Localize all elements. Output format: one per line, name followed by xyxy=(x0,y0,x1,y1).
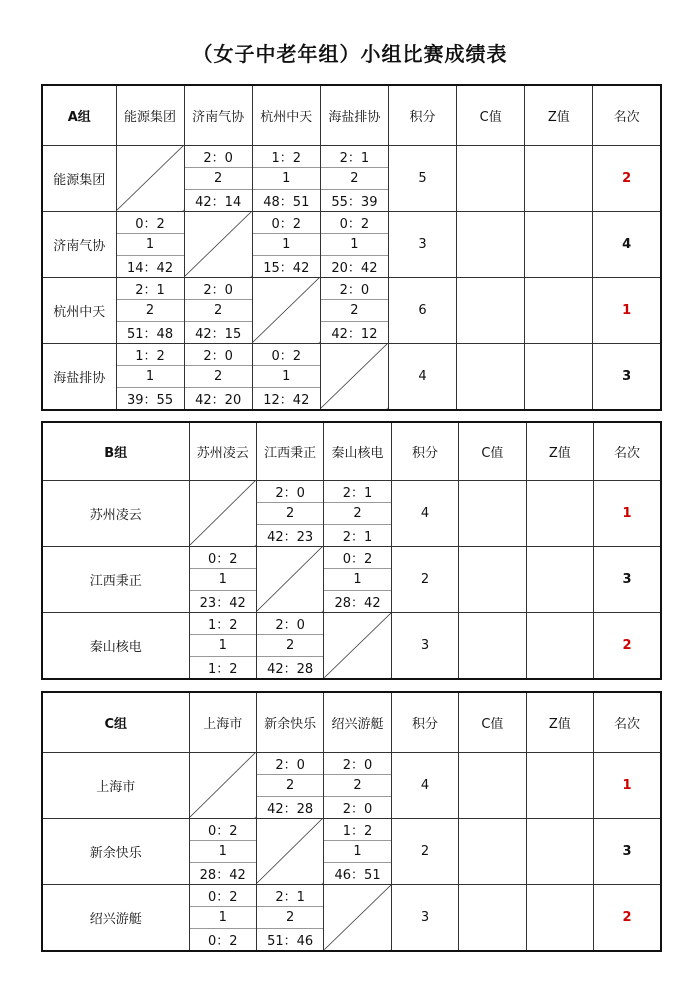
match-result xyxy=(190,885,256,950)
z-value xyxy=(526,612,593,679)
point-score: 51：46 xyxy=(267,933,314,949)
set-score: 1：2 xyxy=(253,146,320,168)
rank-value: 2 xyxy=(593,145,661,211)
c-value xyxy=(459,752,526,818)
rank-value: 3 xyxy=(594,546,661,612)
set-score: 2：0 xyxy=(257,613,323,635)
diagonal-cell xyxy=(252,277,320,343)
diagonal-cell xyxy=(189,752,256,818)
set-score: 0：2 xyxy=(321,212,388,234)
match-result-cell xyxy=(324,546,391,612)
set-score: 0：2 xyxy=(190,885,256,907)
match-result xyxy=(185,278,252,343)
match-result xyxy=(324,819,390,884)
header-row xyxy=(42,422,661,480)
match-points: 1 xyxy=(253,366,320,388)
match-points: 1 xyxy=(190,569,256,591)
diagonal-cell xyxy=(189,480,256,546)
match-points: 2 xyxy=(185,300,252,322)
team-row xyxy=(42,277,661,343)
match-points: 2 xyxy=(185,366,252,388)
row-team-name: 秦山核电 xyxy=(42,612,189,679)
point-score: 42：14 xyxy=(195,194,242,210)
column-team-name: 苏州凌云 xyxy=(189,422,256,480)
column-team-name: 绍兴游艇 xyxy=(324,692,391,752)
row-team-name: 绍兴游艇 xyxy=(42,884,189,951)
c-value xyxy=(457,211,525,277)
point-score: 55：39 xyxy=(331,194,378,210)
column-team-name: 海盐排协 xyxy=(320,85,388,145)
row-team-name: 江西秉正 xyxy=(42,546,189,612)
points-value: 4 xyxy=(389,343,457,410)
team-row xyxy=(42,884,661,951)
points-value: 3 xyxy=(391,612,458,679)
set-score: 1：2 xyxy=(324,819,390,841)
point-score: 14：42 xyxy=(127,260,174,276)
match-result xyxy=(185,344,252,409)
match-result-cell xyxy=(324,752,391,818)
match-result xyxy=(321,212,388,277)
match-result xyxy=(324,753,390,818)
points-value: 2 xyxy=(391,546,458,612)
c-value xyxy=(459,818,526,884)
match-result xyxy=(257,613,323,678)
match-result xyxy=(190,613,256,678)
column-team-name: 上海市 xyxy=(189,692,256,752)
match-result xyxy=(253,344,320,409)
match-result-cell xyxy=(116,211,184,277)
match-result-cell xyxy=(324,818,391,884)
points-value: 5 xyxy=(389,145,457,211)
points-header: 积分 xyxy=(391,692,458,752)
set-score: 2：0 xyxy=(185,146,252,168)
match-result xyxy=(324,547,390,612)
set-score: 1：2 xyxy=(190,613,256,635)
match-result-cell xyxy=(324,480,391,546)
point-score: 46：51 xyxy=(334,867,381,883)
rank-header: 名次 xyxy=(593,85,661,145)
match-result-cell xyxy=(252,211,320,277)
match-points: 1 xyxy=(321,234,388,256)
point-score: 12：42 xyxy=(263,392,310,408)
match-result-cell xyxy=(256,752,323,818)
diagonal-cell xyxy=(256,818,323,884)
z-value-header: Z值 xyxy=(525,85,593,145)
rank-value: 3 xyxy=(593,343,661,410)
point-score: 20：42 xyxy=(331,260,378,276)
z-value xyxy=(526,752,593,818)
match-points: 1 xyxy=(190,635,256,657)
point-score: 28：42 xyxy=(199,867,246,883)
z-value xyxy=(526,818,593,884)
team-row xyxy=(42,546,661,612)
column-team-name: 新余快乐 xyxy=(256,692,323,752)
diagonal-cell xyxy=(116,145,184,211)
match-result-cell xyxy=(189,818,256,884)
set-score: 2：1 xyxy=(324,481,390,503)
match-result xyxy=(117,344,184,409)
match-result-cell xyxy=(320,277,388,343)
match-result xyxy=(324,481,390,546)
match-points: 1 xyxy=(324,841,390,863)
team-row xyxy=(42,752,661,818)
set-score: 0：2 xyxy=(324,547,390,569)
match-result xyxy=(257,885,323,950)
match-points: 1 xyxy=(253,168,320,190)
match-result-cell xyxy=(184,277,252,343)
set-score: 2：1 xyxy=(257,885,323,907)
match-result-cell xyxy=(189,546,256,612)
rank-value: 1 xyxy=(594,752,661,818)
row-team-name: 能源集团 xyxy=(42,145,116,211)
points-value: 3 xyxy=(389,211,457,277)
set-score: 0：2 xyxy=(117,212,184,234)
group-table-3 xyxy=(41,691,662,952)
team-row xyxy=(42,211,661,277)
point-score: 39：55 xyxy=(127,392,174,408)
column-team-name: 杭州中天 xyxy=(252,85,320,145)
point-score: 42：23 xyxy=(267,529,314,545)
points-value: 2 xyxy=(391,818,458,884)
match-points: 1 xyxy=(117,234,184,256)
match-points: 1 xyxy=(190,841,256,863)
rank-header: 名次 xyxy=(594,692,661,752)
match-result xyxy=(321,278,388,343)
team-row xyxy=(42,612,661,679)
point-score: 0：2 xyxy=(207,933,238,949)
group-name: B组 xyxy=(42,422,189,480)
point-score: 42：28 xyxy=(267,801,314,817)
row-team-name: 新余快乐 xyxy=(42,818,189,884)
point-score: 42：28 xyxy=(267,661,314,677)
match-result xyxy=(257,481,323,546)
rank-value: 3 xyxy=(594,818,661,884)
match-points: 2 xyxy=(321,300,388,322)
match-points: 2 xyxy=(257,635,323,657)
c-value xyxy=(457,145,525,211)
z-value-header: Z值 xyxy=(526,692,593,752)
diagonal-cell xyxy=(184,211,252,277)
point-score: 23：42 xyxy=(199,595,246,611)
z-value xyxy=(525,277,593,343)
match-points: 1 xyxy=(324,569,390,591)
team-row xyxy=(42,145,661,211)
set-score: 2：0 xyxy=(257,753,323,775)
column-team-name: 秦山核电 xyxy=(324,422,391,480)
point-score: 2：0 xyxy=(342,801,373,817)
c-value-header: C值 xyxy=(459,422,526,480)
rank-value: 1 xyxy=(594,480,661,546)
point-score: 42：12 xyxy=(331,326,378,342)
set-score: 1：2 xyxy=(117,344,184,366)
c-value xyxy=(459,480,526,546)
group-name: C组 xyxy=(42,692,189,752)
row-team-name: 海盐排协 xyxy=(42,343,116,410)
column-team-name: 能源集团 xyxy=(116,85,184,145)
match-result-cell xyxy=(184,343,252,410)
point-score: 15：42 xyxy=(263,260,310,276)
points-value: 6 xyxy=(389,277,457,343)
match-result-cell xyxy=(256,480,323,546)
team-row xyxy=(42,343,661,410)
match-result-cell xyxy=(256,612,323,679)
z-value xyxy=(525,343,593,410)
match-result-cell xyxy=(256,884,323,951)
points-value: 4 xyxy=(391,752,458,818)
page-title: （女子中老年组）小组比赛成绩表 xyxy=(192,42,508,66)
team-row xyxy=(42,480,661,546)
set-score: 0：2 xyxy=(190,547,256,569)
match-points: 2 xyxy=(257,775,323,797)
match-points: 2 xyxy=(324,775,390,797)
row-team-name: 上海市 xyxy=(42,752,189,818)
match-result xyxy=(257,753,323,818)
match-points: 2 xyxy=(257,503,323,525)
group-table-1 xyxy=(41,84,662,411)
rank-value: 2 xyxy=(594,612,661,679)
header-row xyxy=(42,85,661,145)
set-score: 2：0 xyxy=(324,753,390,775)
match-result-cell xyxy=(189,612,256,679)
match-points: 2 xyxy=(117,300,184,322)
point-score: 28：42 xyxy=(334,595,381,611)
match-result xyxy=(253,212,320,277)
point-score: 42：20 xyxy=(195,392,242,408)
c-value-header: C值 xyxy=(459,692,526,752)
match-result-cell xyxy=(252,343,320,410)
match-points: 2 xyxy=(257,907,323,929)
match-points: 2 xyxy=(185,168,252,190)
column-team-name: 江西秉正 xyxy=(256,422,323,480)
group-table-2 xyxy=(41,421,662,680)
z-value xyxy=(525,145,593,211)
c-value xyxy=(457,343,525,410)
match-result-cell xyxy=(184,145,252,211)
match-result-cell xyxy=(189,884,256,951)
row-team-name: 杭州中天 xyxy=(42,277,116,343)
match-result-cell xyxy=(320,145,388,211)
match-result-cell xyxy=(252,145,320,211)
match-result xyxy=(190,819,256,884)
set-score: 2：0 xyxy=(185,278,252,300)
match-result xyxy=(253,146,320,211)
rank-value: 4 xyxy=(593,211,661,277)
c-value xyxy=(459,612,526,679)
set-score: 2：1 xyxy=(321,146,388,168)
match-points: 1 xyxy=(253,234,320,256)
match-result xyxy=(321,146,388,211)
set-score: 0：2 xyxy=(190,819,256,841)
c-value xyxy=(459,884,526,951)
set-score: 0：2 xyxy=(253,344,320,366)
match-result xyxy=(190,547,256,612)
column-team-name: 济南气协 xyxy=(184,85,252,145)
match-points: 1 xyxy=(190,907,256,929)
team-row xyxy=(42,818,661,884)
z-value-header: Z值 xyxy=(526,422,593,480)
point-score: 48：51 xyxy=(263,194,310,210)
diagonal-cell xyxy=(320,343,388,410)
match-result-cell xyxy=(116,277,184,343)
match-result-cell xyxy=(320,211,388,277)
c-value-header: C值 xyxy=(457,85,525,145)
points-header: 积分 xyxy=(389,85,457,145)
set-score: 2：0 xyxy=(321,278,388,300)
set-score: 2：0 xyxy=(185,344,252,366)
c-value xyxy=(459,546,526,612)
z-value xyxy=(526,884,593,951)
set-score: 0：2 xyxy=(253,212,320,234)
match-result-cell xyxy=(116,343,184,410)
z-value xyxy=(526,480,593,546)
match-points: 2 xyxy=(321,168,388,190)
z-value xyxy=(526,546,593,612)
diagonal-cell xyxy=(324,612,391,679)
match-result xyxy=(185,146,252,211)
match-result xyxy=(117,278,184,343)
z-value xyxy=(525,211,593,277)
match-result xyxy=(117,212,184,277)
rank-header: 名次 xyxy=(594,422,661,480)
diagonal-cell xyxy=(324,884,391,951)
rank-value: 2 xyxy=(594,884,661,951)
row-team-name: 苏州凌云 xyxy=(42,480,189,546)
point-score: 42：15 xyxy=(195,326,242,342)
group-name: A组 xyxy=(42,85,116,145)
points-value: 4 xyxy=(391,480,458,546)
set-score: 2：1 xyxy=(117,278,184,300)
match-points: 1 xyxy=(117,366,184,388)
point-score: 1：2 xyxy=(207,661,238,677)
header-row xyxy=(42,692,661,752)
point-score: 51：48 xyxy=(127,326,174,342)
points-header: 积分 xyxy=(391,422,458,480)
c-value xyxy=(457,277,525,343)
rank-value: 1 xyxy=(593,277,661,343)
match-points: 2 xyxy=(324,503,390,525)
point-score: 2：1 xyxy=(342,529,373,545)
set-score: 2：0 xyxy=(257,481,323,503)
row-team-name: 济南气协 xyxy=(42,211,116,277)
points-value: 3 xyxy=(391,884,458,951)
diagonal-cell xyxy=(256,546,323,612)
